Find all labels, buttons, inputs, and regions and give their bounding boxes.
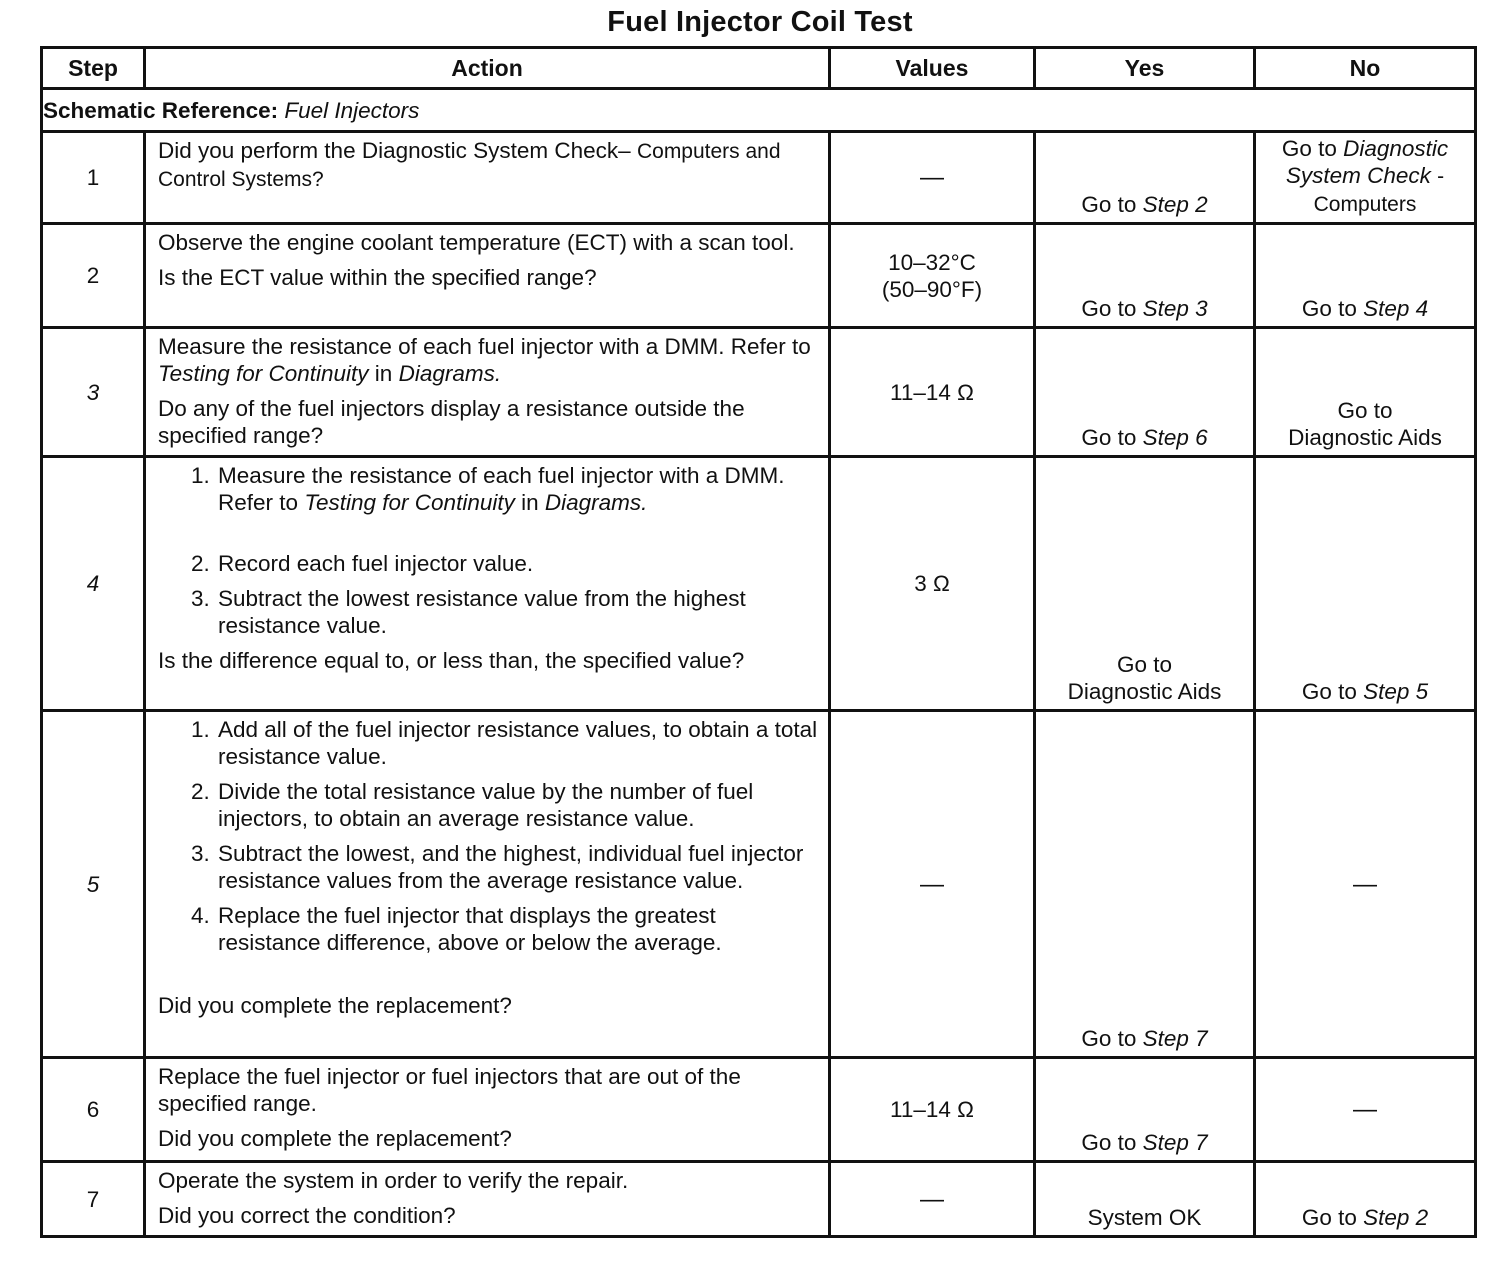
action-cell <box>145 1162 830 1237</box>
no-cell: Go to Diagnostic System Check - Computers <box>1255 132 1476 224</box>
no-cell: — <box>1255 1058 1476 1162</box>
table-row <box>42 711 1476 1058</box>
step-number: 1 <box>42 132 145 224</box>
schematic-reference <box>42 89 1476 132</box>
header-action: Action <box>145 48 830 89</box>
table-row <box>42 132 1476 224</box>
list-item: 4. Replace the fuel injector that displays the greatest resistance difference, above or below the average. <box>216 902 820 956</box>
list-item: 3. Subtract the lowest, and the highest, individual fuel injector resistance values from the average resistance value. <box>216 840 820 894</box>
list-item: 3. Subtract the lowest resistance value from the highest resistance value. <box>216 585 820 639</box>
header-row <box>42 48 1476 89</box>
yes-cell: Go to Diagnostic Aids <box>1035 457 1255 711</box>
table-row <box>42 328 1476 457</box>
header-yes: Yes <box>1035 48 1255 89</box>
value-cell: 10–32°C (50–90°F) <box>830 224 1035 328</box>
action-steps <box>158 716 820 956</box>
action-text: Observe the engine coolant temperature (ECT) with a scan tool. <box>158 230 795 255</box>
action-text: Replace the fuel injector or fuel injectors that are out of the specified range. <box>158 1064 741 1116</box>
step-number: 3 <box>42 328 145 457</box>
no-cell: Go to Diagnostic Aids <box>1255 328 1476 457</box>
header-no: No <box>1255 48 1476 89</box>
header-step: Step <box>42 48 145 89</box>
schematic-value: Fuel Injectors <box>284 97 420 123</box>
step-reference: Step 2 <box>1142 192 1208 217</box>
header-values: Values <box>830 48 1035 89</box>
action-cell <box>145 457 830 711</box>
step-number: 6 <box>42 1058 145 1162</box>
list-item: 1. Add all of the fuel injector resistance values, to obtain a total resistance value. <box>216 716 820 770</box>
schematic-reference-row <box>42 89 1476 132</box>
yes-cell: Go to Step 6 <box>1035 328 1255 457</box>
value-cell: — <box>830 1162 1035 1237</box>
action-question: Did you complete the replacement? <box>158 1126 512 1151</box>
step-reference: Step 7 <box>1142 1130 1208 1155</box>
action-cell <box>145 711 830 1058</box>
step-reference: Step 2 <box>1363 1205 1429 1230</box>
value-cell: 11–14 Ω <box>830 328 1035 457</box>
no-cell: — <box>1255 711 1476 1058</box>
value-cell: 11–14 Ω <box>830 1058 1035 1162</box>
yes-cell: System OK <box>1035 1162 1255 1237</box>
value-cell: — <box>830 711 1035 1058</box>
table-row <box>42 457 1476 711</box>
reference-link: Testing for Continuity <box>158 361 369 386</box>
value-cell: — <box>830 132 1035 224</box>
page-title: Fuel Injector Coil Test <box>607 6 913 38</box>
procedure-reference: Diagnostic System Check <box>1285 136 1449 188</box>
action-question: Is the ECT value within the specified range? <box>158 265 597 290</box>
step-number: 5 <box>42 711 145 1058</box>
action-cell <box>145 1058 830 1162</box>
yes-cell: Go to Step 7 <box>1035 711 1255 1058</box>
action-text: Operate the system in order to verify the repair. <box>158 1168 629 1193</box>
action-cell <box>145 132 830 224</box>
diagnostic-table <box>40 46 1477 1238</box>
action-question: Did you correct the condition? <box>158 1203 456 1228</box>
action-cell: Measure the resistance of each fuel injector with a DMM. Refer to Testing for Continuity in Diagrams. Do any of the fuel injectors display a resistance outside the specified range? <box>145 328 830 457</box>
step-number: 7 <box>42 1162 145 1237</box>
list-item: 1. Measure the resistance of each fuel injector with a DMM. Refer to Testing for Continuity in Diagrams. <box>216 462 820 516</box>
table-row <box>42 1162 1476 1237</box>
schematic-label: Schematic Reference: <box>43 97 279 123</box>
action-cell <box>145 224 830 328</box>
yes-cell: Go to Step 3 <box>1035 224 1255 328</box>
no-cell: Go to Step 5 <box>1255 457 1476 711</box>
action-question: Is the difference equal to, or less than, the specified value? <box>158 648 745 673</box>
no-cell: Go to Step 2 <box>1255 1162 1476 1237</box>
action-text: Computers and Control Systems? <box>158 140 781 191</box>
no-cell: Go to Step 4 <box>1255 224 1476 328</box>
yes-cell: Go to Step 7 <box>1035 1058 1255 1162</box>
list-item: 2. Record each fuel injector value. <box>216 550 820 577</box>
action-text: Did you perform the Diagnostic System Check– <box>158 138 631 163</box>
step-reference: Step 5 <box>1363 679 1429 704</box>
list-item: 2. Divide the total resistance value by the number of fuel injectors, to obtain an average resistance value. <box>216 778 820 832</box>
step-number: 4 <box>42 457 145 711</box>
action-question: Do any of the fuel injectors display a resistance outside the specified range? <box>158 396 745 448</box>
step-reference: Step 6 <box>1142 425 1208 450</box>
step-number: 2 <box>42 224 145 328</box>
yes-cell: Go to Step 2 <box>1035 132 1255 224</box>
step-reference: Step 3 <box>1142 296 1208 321</box>
action-question: Did you complete the replacement? <box>158 993 512 1018</box>
reference-link: Diagrams. <box>398 361 502 386</box>
table-row <box>42 1058 1476 1162</box>
table-row <box>42 224 1476 328</box>
step-reference: Step 7 <box>1142 1026 1208 1051</box>
value-cell: 3 Ω <box>830 457 1035 711</box>
action-steps <box>158 462 820 639</box>
step-reference: Step 4 <box>1363 296 1429 321</box>
